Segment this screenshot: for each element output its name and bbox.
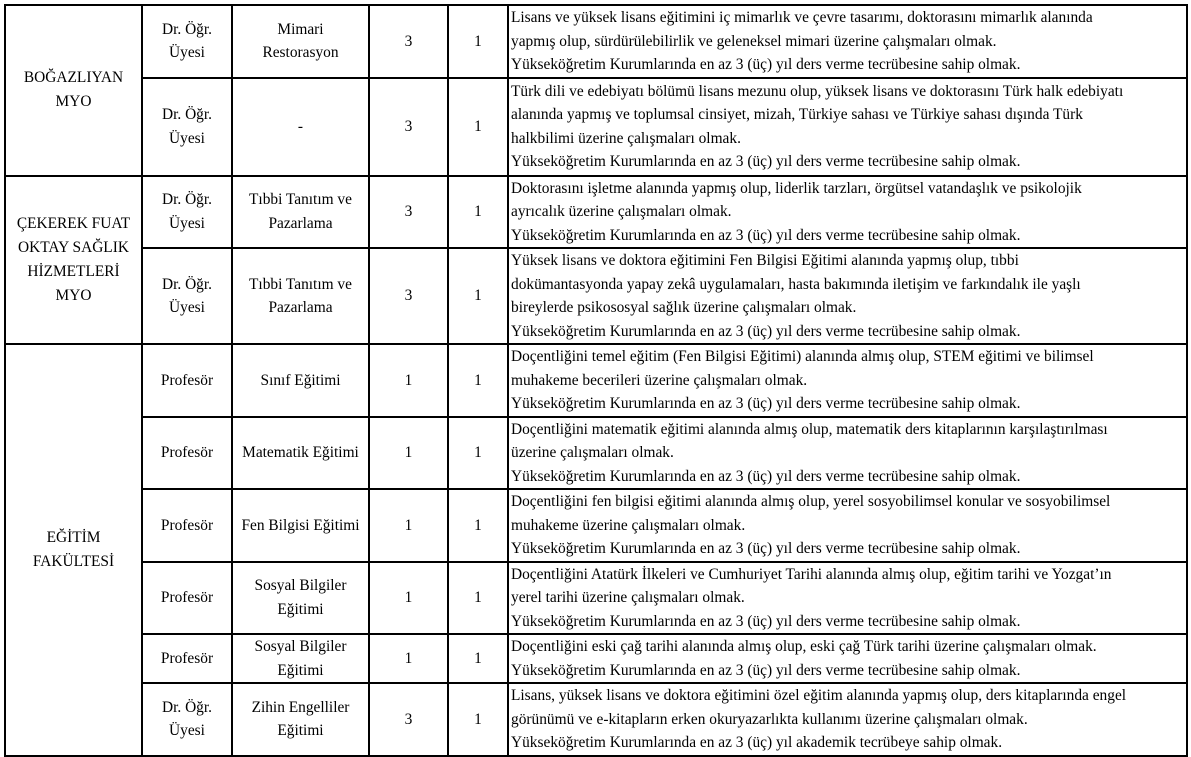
- cell-line: Tıbbi Tanıtım ve: [249, 191, 352, 209]
- cell-line: Dr. Öğr.: [161, 191, 213, 209]
- title-cell: [142, 344, 232, 417]
- degree-cell: 3: [369, 683, 448, 756]
- field-cell: [232, 683, 369, 756]
- requirement-line: yerel tarihi üzerine çalışmaları olmak.: [511, 589, 745, 606]
- cell-line: Dr. Öğr.: [161, 106, 213, 123]
- count-cell: 1: [448, 344, 508, 417]
- unit-cell: [5, 5, 142, 176]
- count-cell: 1: [448, 417, 508, 490]
- requirement-line: Yükseköğretim Kurumlarında en az 3 (üç) yıl ders verme tecrübesine sahip olmak.: [511, 322, 1021, 340]
- cell-line: Matematik Eğitimi: [242, 444, 359, 461]
- requirements-cell: [508, 248, 1187, 344]
- cell-line: Dr. Öğr.: [161, 20, 213, 38]
- title-cell: [142, 248, 232, 344]
- cell-line: Eğitimi: [277, 722, 324, 740]
- cell-line: BOĞAZLIYAN: [23, 69, 124, 87]
- positions-table: [4, 4, 1188, 757]
- count-cell: 1: [448, 248, 508, 344]
- requirement-line: ayrıcalık üzerine çalışmaları olmak.: [511, 203, 732, 220]
- count-cell: 1: [448, 489, 508, 562]
- title-cell: [142, 489, 232, 562]
- title-cell: [142, 683, 232, 756]
- requirement-line: Yükseköğretim Kurumlarında en az 3 (üç) yıl ders verme tecrübesine sahip olmak.: [511, 56, 1021, 73]
- requirement-line: Yükseköğretim Kurumlarında en az 3 (üç) yıl ders verme tecrübesine sahip olmak.: [511, 661, 1021, 679]
- degree-cell: 3: [369, 248, 448, 344]
- degree-cell: 1: [369, 344, 448, 417]
- requirement-line: görünümü ve e-kitapların erken okuryazarlıkta kullanımı üzerine çalışmaları olmak.: [511, 710, 1028, 728]
- field-cell: [232, 176, 369, 249]
- table-row: [5, 344, 1187, 417]
- cell-line: FAKÜLTESİ: [32, 552, 115, 570]
- requirements-cell: [508, 5, 1187, 78]
- degree-cell: 3: [369, 78, 448, 176]
- requirement-line: Yüksek lisans ve doktora eğitimini Fen Bilgisi Eğitimi alanında yapmış olup, tıbbi: [511, 252, 1019, 269]
- table-row: [5, 5, 1187, 78]
- cell-line: Profesör: [160, 516, 214, 534]
- positions-table-body: [5, 5, 1187, 756]
- count-cell: 1: [448, 634, 508, 683]
- requirements-cell: [508, 78, 1187, 176]
- requirements-cell: [508, 634, 1187, 683]
- requirement-line: Lisans, yüksek lisans ve doktora eğitimini özel eğitim alanında yapmış olup, ders kitaplarında engel: [511, 687, 1127, 704]
- requirement-line: Yükseköğretim Kurumlarında en az 3 (üç) yıl ders verme tecrübesine sahip olmak.: [511, 612, 1021, 630]
- requirement-line: Yükseköğretim Kurumlarında en az 3 (üç) yıl ders verme tecrübesine sahip olmak.: [511, 467, 1021, 485]
- degree-cell: 1: [369, 562, 448, 635]
- requirement-line: Yükseköğretim Kurumlarında en az 3 (üç) yıl ders verme tecrübesine sahip olmak.: [511, 226, 1021, 244]
- cell-line: Sosyal Bilgiler: [254, 577, 347, 595]
- requirements-cell: [508, 344, 1187, 417]
- cell-line: Pazarlama: [268, 299, 333, 316]
- cell-line: Eğitimi: [277, 600, 324, 618]
- count-cell: 1: [448, 78, 508, 176]
- requirement-line: Doçentliğini Atatürk İlkeleri ve Cumhuriyet Tarihi alanında almış olup, eğitim tarihi ve Yozgat’ın: [511, 565, 1112, 583]
- count-cell: 1: [448, 562, 508, 635]
- cell-line: Profesör: [160, 589, 214, 606]
- table-row: [5, 78, 1187, 176]
- table-row: [5, 562, 1187, 635]
- requirement-line: muhakeme becerileri üzerine çalışmaları olmak.: [511, 371, 808, 389]
- cell-line: Zihin Engelliler: [251, 698, 350, 716]
- requirements-cell: [508, 176, 1187, 249]
- title-cell: [142, 562, 232, 635]
- requirement-line: Lisans ve yüksek lisans eğitimini iç mimarlık ve çevre tasarımı, doktorasını mimarlık alanında: [511, 9, 1093, 26]
- count-cell: 1: [448, 176, 508, 249]
- count-cell: 1: [448, 5, 508, 78]
- requirements-cell: [508, 417, 1187, 490]
- cell-line: Profesör: [160, 371, 214, 389]
- degree-cell: 1: [369, 489, 448, 562]
- cell-line: Profesör: [160, 444, 214, 461]
- title-cell: [142, 78, 232, 176]
- cell-line: Pazarlama: [268, 214, 333, 232]
- unit-cell: [5, 176, 142, 345]
- requirement-line: Yükseköğretim Kurumlarında en az 3 (üç) yıl ders verme tecrübesine sahip olmak.: [511, 395, 1021, 412]
- degree-cell: 1: [369, 634, 448, 683]
- requirement-line: Doçentliğini temel eğitim (Fen Bilgisi Eğitimi) alanında almış olup, STEM eğitimi ve bilimsel: [511, 348, 1094, 365]
- field-cell: [232, 562, 369, 635]
- cell-line: HİZMETLERİ: [27, 262, 120, 280]
- cell-line: Sosyal Bilgiler: [254, 638, 347, 655]
- requirement-line: dokümantasyonda yapay zekâ uygulamaları, hasta bakımında iletişim ve farkındalık ile yaşlı: [511, 275, 1081, 293]
- table-row: [5, 634, 1187, 683]
- table-row: [5, 489, 1187, 562]
- requirement-line: muhakeme üzerine çalışmaları olmak.: [511, 516, 746, 534]
- requirement-line: Doçentliğini fen bilgisi eğitimi alanında almış olup, yerel sosyobilimsel konular ve sosyobilimsel: [511, 493, 1111, 510]
- degree-cell: 1: [369, 417, 448, 490]
- requirements-cell: [508, 562, 1187, 635]
- cell-line: Mimari: [277, 20, 324, 38]
- cell-line: Tıbbi Tanıtım ve: [249, 275, 352, 293]
- requirement-line: Doçentliğini eski çağ tarihi alanında almış olup, eski çağ Türk tarihi üzerine çalışmaları olmak.: [511, 638, 1097, 655]
- title-cell: [142, 417, 232, 490]
- table-row: [5, 176, 1187, 249]
- field-cell: [232, 248, 369, 344]
- table-row: [5, 683, 1187, 756]
- requirement-line: Yükseköğretim Kurumlarında en az 3 (üç) yıl akademik tecrübeye sahip olmak.: [511, 734, 1003, 751]
- cell-line: Üyesi: [169, 129, 205, 147]
- field-cell: [232, 78, 369, 176]
- requirement-line: bireylerde psikososyal sağlık üzerine çalışmaları olmak.: [511, 299, 857, 316]
- requirement-line: alanında yapmış ve toplumsal cinsiyet, mizah, Türkiye sahası ve Türkiye sahası dışında Türk: [511, 106, 1083, 123]
- requirements-cell: [508, 489, 1187, 562]
- field-cell: [232, 417, 369, 490]
- field-cell: [232, 5, 369, 78]
- cell-line: MYO: [55, 93, 92, 111]
- unit-cell: [5, 344, 142, 756]
- requirement-line: Yükseköğretim Kurumlarında en az 3 (üç) yıl ders verme tecrübesine sahip olmak.: [511, 540, 1021, 557]
- cell-line: Eğitimi: [277, 661, 324, 679]
- cell-line: Sınıf Eğitimi: [260, 371, 341, 389]
- cell-line: -: [297, 117, 304, 135]
- degree-cell: 3: [369, 176, 448, 249]
- cell-line: MYO: [55, 286, 92, 304]
- degree-cell: 3: [369, 5, 448, 78]
- count-cell: 1: [448, 683, 508, 756]
- field-cell: [232, 489, 369, 562]
- cell-line: Profesör: [160, 649, 214, 667]
- cell-line: OKTAY SAĞLIK: [18, 238, 129, 256]
- cell-line: Üyesi: [169, 44, 205, 62]
- title-cell: [142, 5, 232, 78]
- cell-line: EĞİTİM: [46, 528, 101, 546]
- requirement-line: Yükseköğretim Kurumlarında en az 3 (üç) yıl ders verme tecrübesine sahip olmak.: [511, 153, 1021, 170]
- table-row: [5, 417, 1187, 490]
- requirement-line: Doktorasını işletme alanında yapmış olup, liderlik tarzları, örgütsel vatandaşlık ve psikolojik: [511, 179, 1082, 197]
- cell-line: Fen Bilgisi Eğitimi: [241, 516, 360, 534]
- cell-line: ÇEKEREK FUAT: [16, 214, 131, 232]
- requirement-line: üzerine çalışmaları olmak.: [511, 444, 674, 461]
- requirement-line: Türk dili ve edebiyatı bölümü lisans mezunu olup, yüksek lisans ve doktorasını Türk halk edebiyatı: [511, 82, 1124, 100]
- cell-line: Üyesi: [169, 214, 205, 232]
- cell-line: Dr. Öğr.: [161, 698, 213, 716]
- requirements-cell: [508, 683, 1187, 756]
- cell-line: Üyesi: [169, 722, 205, 740]
- requirement-line: yapmış olup, sürdürülebilirlik ve geleneksel mimari üzerine çalışmaları olmak.: [511, 32, 997, 50]
- title-cell: [142, 634, 232, 683]
- field-cell: [232, 344, 369, 417]
- requirement-line: halkbilimi üzerine çalışmaları olmak.: [511, 129, 741, 147]
- title-cell: [142, 176, 232, 249]
- cell-line: Üyesi: [169, 299, 205, 316]
- cell-line: Restorasyon: [262, 44, 339, 62]
- table-row: [5, 248, 1187, 344]
- cell-line: Dr. Öğr.: [161, 275, 213, 293]
- field-cell: [232, 634, 369, 683]
- requirement-line: Doçentliğini matematik eğitimi alanında almış olup, matematik ders kitaplarının karşılaştırılması: [511, 420, 1108, 438]
